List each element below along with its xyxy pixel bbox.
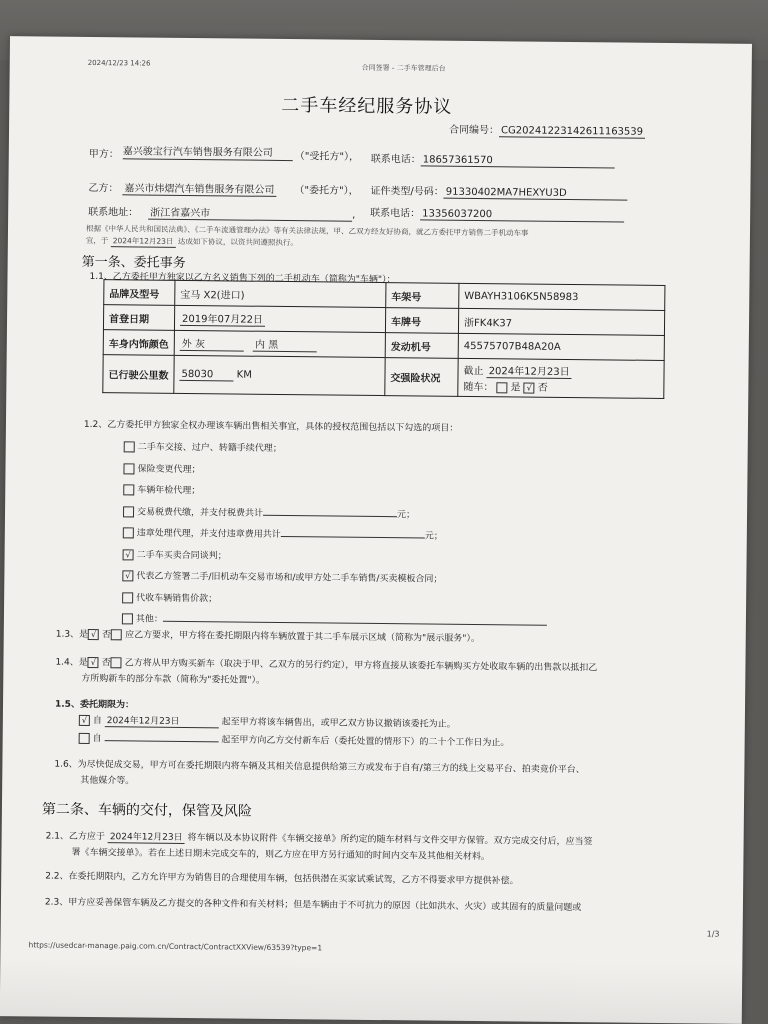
auth-item-checkbox[interactable]	[123, 463, 134, 474]
auth-item-text: 保险变更代理；	[137, 463, 201, 475]
plate-value: 浙FK4K37	[458, 308, 664, 335]
auth-item-checkbox[interactable]: √	[122, 570, 133, 581]
article-2-title: 第二条、车辆的交付，保管及风险	[41, 801, 252, 820]
color-exterior: 外 灰	[180, 335, 244, 352]
term-option-1-date: 2024年12月23日	[105, 713, 219, 728]
insurance-label: 交强险状况	[385, 358, 458, 397]
clause-1-4-yes-checkbox[interactable]: √	[88, 657, 99, 668]
engine-value: 45575707B48A20A	[458, 333, 664, 360]
party-b-name-value: 嘉兴市炜熠汽车销售服务有限公司	[122, 179, 276, 197]
clause-2-3: 2.3、甲方应妥善保管车辆及乙方提交的各种文件和有关材料；但是车辆由于不可抗力的原因（比如洪水、火灾）或其固有的质量问题或	[44, 897, 582, 914]
auth-item-checkbox[interactable]	[122, 592, 133, 603]
party-a-phone	[371, 150, 615, 169]
clause-1-4-text: 乙方将从甲方购买新车（取决于甲、乙双方的另行约定），甲方将直接从该委托车辆购买方处收取车辆的出售款以抵扣乙	[124, 658, 598, 674]
party-a-phone-label: 联系电话：	[370, 153, 421, 166]
insurance-no-checkbox[interactable]: √	[524, 382, 535, 393]
term-option-1-text: 起至甲方将该车辆售出，或甲乙双方协议撤销该委托为止。	[221, 717, 456, 730]
auth-item-text: 代收车辆销售价款；	[136, 592, 218, 604]
plate-label: 车牌号	[385, 308, 458, 334]
vin-label: 车架号	[386, 283, 459, 309]
party-b-id-label: 证件类型/号码：	[370, 185, 444, 198]
reg-date-value: 2019年07月22日	[180, 310, 265, 327]
auth-item-text: 代表乙方签署二手/旧机动车交易市场和/或甲方处二手车销售/买卖模板合同；	[136, 571, 443, 585]
insurance-date: 2024年12月23日	[487, 362, 572, 379]
term-option-2	[79, 731, 510, 749]
clause-1-5: 1.5、委托期限为：	[54, 699, 135, 711]
clause-1-4-no-checkbox[interactable]	[111, 657, 122, 668]
footer-page-number: 1/3	[706, 929, 720, 939]
auth-item-text: 二手车交接、过户、转籍手续代理；	[137, 442, 282, 454]
reg-date-cell	[174, 305, 385, 332]
clause-1-3-no: 否	[102, 630, 112, 641]
engine-label: 发动机号	[385, 333, 458, 359]
party-b-phone	[370, 204, 624, 223]
party-a-phone-value: 18657361570	[421, 154, 615, 168]
violation-amount-blank[interactable]	[281, 536, 425, 539]
party-b-name	[122, 179, 276, 197]
clause-1-6-cont: 其他媒介等。	[80, 775, 135, 787]
term-option-2-checkbox[interactable]	[79, 733, 90, 744]
paper-shadow	[0, 956, 742, 1024]
reg-date-label: 首登日期	[103, 305, 174, 331]
auth-item-text: 交易税费代缴，并支付税费共计	[136, 506, 264, 519]
party-a-name: 嘉兴骏宝行汽车销售服务有限公司	[123, 145, 293, 161]
insurance-no-label: 否	[537, 382, 548, 394]
term-option-1	[79, 713, 456, 731]
party-b-phone-value: 13356037200	[420, 208, 624, 222]
insurance-until-label: 截止	[463, 365, 484, 378]
clause-1-3-yes-checkbox[interactable]: √	[88, 629, 99, 640]
clause-2-1-date: 2024年12月23日	[108, 829, 185, 844]
mileage-value: 58030	[179, 368, 233, 381]
auth-item-checkbox[interactable]	[123, 506, 134, 517]
term-option-2-date-blank[interactable]	[105, 740, 219, 742]
vehicle-info-table	[102, 279, 665, 399]
clause-1-3-no-checkbox[interactable]	[111, 629, 122, 640]
insurance-follow-label: 随车：	[463, 381, 494, 394]
term-option-2-from: 自	[92, 734, 102, 745]
auth-item-checkbox[interactable]: √	[123, 549, 134, 560]
clause-1-6: 1.6、为尽快促成交易，甲方可在委托期限内将车辆及其相关信息提供给第三方或发布于自有/第三方的线上交易平台、拍卖竞价平台、	[54, 759, 585, 776]
color-cell	[174, 330, 385, 357]
other-blank[interactable]	[163, 621, 547, 626]
brand-label: 品牌及型号	[104, 280, 175, 306]
preamble-line-1: 根据《中华人民共和国民法典》、《二手车流通管理办法》等有关法律法规，甲、乙双方经友好协商，就乙方委托甲方销售二手机动车事	[85, 223, 529, 238]
brand-value: 宝马 X2(进口)	[175, 280, 386, 307]
auth-item-text: 违章处理代理，并支付违章费用共计	[136, 528, 281, 540]
insurance-yes-checkbox[interactable]	[497, 382, 508, 393]
clause-1-1: 1.1、乙方委托甲方独家以乙方名义销售下列的二手机动车（简称为"车辆"）：	[89, 271, 396, 286]
clause-2-1-cont: 署《车辆交接单》。若在上述日期未完成交车的，则乙方应在甲方另行通知的时间内交车及其他相关材料。	[71, 847, 491, 863]
vin-value: WBAYH3106K5N58983	[459, 283, 665, 310]
auth-item-text: 车辆年检代理；	[137, 485, 201, 497]
authorization-list	[122, 437, 549, 635]
term-option-1-from: 自	[92, 716, 102, 727]
party-b-id-value: 91330402MA7HEXYU3D	[444, 187, 628, 201]
tax-amount-blank[interactable]	[263, 514, 397, 516]
preamble-text-a: 宜，于	[85, 235, 109, 246]
auth-item-checkbox[interactable]	[124, 441, 135, 452]
party-a-label: 甲方：	[88, 148, 119, 161]
color-interior: 内 黑	[253, 336, 317, 353]
mileage-label: 已行驶公里数	[103, 355, 174, 394]
auth-item-checkbox[interactable]	[123, 527, 134, 538]
print-datetime: 2024/12/23 14:26	[87, 58, 151, 68]
print-system-title: 合同签署 - 二手车管理后台	[361, 63, 446, 73]
party-b-id	[370, 182, 628, 201]
insurance-cell	[458, 358, 664, 398]
article-1-title: 第一条、委托事务	[81, 254, 186, 271]
auth-item-text: 其他：	[135, 614, 163, 625]
auth-item-suffix: 元；	[424, 531, 443, 542]
party-b-role: （"委托方"），	[294, 185, 359, 197]
contract-page	[0, 36, 752, 1024]
auth-item-checkbox[interactable]	[122, 613, 133, 624]
color-label: 车身内饰颜色	[103, 330, 174, 356]
term-option-1-checkbox[interactable]: √	[79, 715, 90, 726]
contract-number-value: CG20241223142611163539	[499, 125, 645, 139]
clause-2-1-b: 将车辆以及本协议附件《车辆交接单》所约定的随车材料与文件交甲方保管。双方完成交付后，应当签	[187, 833, 593, 848]
party-a-role: （"受托方"），	[294, 151, 360, 163]
clause-1-4-cont: 方所购新车的部分车款（简称为"委托处置"）。	[81, 673, 266, 686]
clause-2-1-a: 2.1、乙方应于	[45, 831, 106, 843]
party-b-address-label: 联系地址：	[88, 206, 139, 219]
auth-item-text: 二手车买卖合同谈判；	[136, 549, 227, 561]
clause-1-3-text: 应乙方要求，甲方将在委托期限内将车辆放置于其二手车展示区域（简称为"展示服务"）。	[125, 630, 480, 645]
document-title: 二手车经纪服务协议	[281, 94, 453, 118]
preamble-text-b: 达成如下协议，以资共同遵照执行。	[177, 236, 298, 248]
clause-1-4-no: 否	[101, 658, 111, 669]
party-b-phone-label: 联系电话：	[370, 207, 421, 220]
contract-number-label: 合同编号：	[449, 124, 500, 137]
preamble-date: 2024年12月23日	[111, 235, 176, 248]
footer-url: https://usedcar-manage.paig.com.cn/Contract/ContractXXView/63539?type=1	[28, 940, 323, 953]
contract-number	[449, 121, 645, 139]
mileage-unit: KM	[236, 369, 252, 381]
party-b-address-value: 浙江省嘉兴市	[148, 204, 352, 222]
clause-2-2: 2.2、在委托期限内，乙方允许甲方为销售目的合理使用车辆，包括供潜在买家试乘试驾，乙方不得要求甲方提供补偿。	[45, 871, 519, 887]
clause-1-3-yes: 1.3、是	[55, 629, 89, 640]
term-option-2-text: 起至甲方向乙方交付新车后（委托处置的情形下）的二十个工作日为止。	[221, 735, 510, 749]
party-b-address: 联系地址： 浙江省嘉兴市 ,	[88, 203, 355, 222]
auth-item-checkbox[interactable]	[123, 484, 134, 495]
mileage-cell	[174, 355, 385, 395]
party-b-label: 乙方：	[88, 182, 119, 195]
clause-1-4-yes: 1.4、是	[55, 657, 88, 668]
clause-1-2: 1.2、乙方委托甲方独家全权办理该车辆出售相关事宜，具体的授权范围包括以下勾选的项目：	[83, 419, 459, 434]
preamble-line-2	[86, 235, 298, 249]
insurance-yes-label: 是	[510, 382, 521, 394]
auth-item-suffix: 元；	[396, 509, 416, 520]
